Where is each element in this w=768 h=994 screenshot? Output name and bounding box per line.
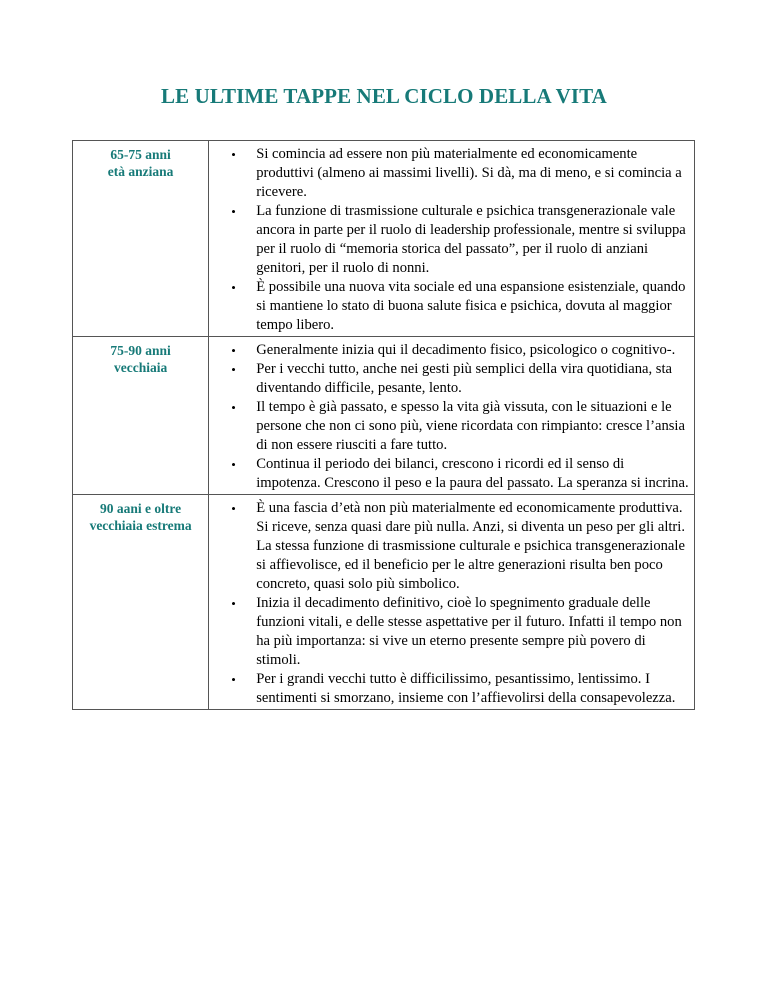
list-item [209,455,690,493]
list-item-text: Generalmente inizia qui il decadimento fisico, psicologico o cognitivo-. [256,342,676,358]
bullet-icon: • [231,501,236,516]
bullet-icon: • [231,400,236,415]
bullet-list [209,145,690,335]
list-item-text: Si comincia ad essere non più materialmente ed economicamente produttivi (almeno ai massimi livelli). Si dà, ma di meno, e si comincia a ricevere. [256,146,682,200]
list-item-text: Il tempo è già passato, e spesso la vita già vissuta, con le situazioni e le persone che non ci sono più, viene ricordata con rimpianto: cresce l’ansia di non essere riusciti a fare tutto. [256,399,685,453]
bullet-list [209,341,690,493]
list-item-text: La funzione di trasmissione culturale e psichica transgenerazionale vale ancora in parte per il ruolo di leadership professionale, mentre si sviluppa per il ruolo di “memoria storica del passato”, per il ruolo di anziani genitori, per il ruolo di nonni. [256,203,686,276]
list-item [209,670,690,708]
list-item-text: È una fascia d’età non più materialmente ed economicamente produttiva. Si riceve, senza quasi dare più nulla. Anzi, si diventa un peso per gli altri. La stessa funzione di trasmissione culturale e psichica transgenerazionale si affievolisce, ed il beneficio per le altre generazioni risulta ben poco concreto, quasi solo più simbolico. [256,500,685,592]
page-title: LE ULTIME TAPPE NEL CICLO DELLA VITA [161,84,607,108]
list-item [209,278,690,335]
bullet-icon: • [231,596,236,611]
description-cell [209,141,695,337]
age-range-label: 65-75 anni [110,147,171,162]
bullet-list [209,499,690,708]
list-item [209,341,690,360]
bullet-icon: • [231,457,236,472]
age-cell [73,495,209,710]
description-cell [209,337,695,495]
list-item [209,594,690,670]
list-item-text: Inizia il decadimento definitivo, cioè lo spegnimento graduale delle funzioni vitali, e delle stesse aspettative per il futuro. Infatti il tempo non ha più importanza: si vive un eterno presente sempre più povero di stimoli. [256,595,682,668]
bullet-icon: • [231,204,236,219]
description-cell [209,495,695,710]
list-item [209,360,690,398]
list-item-text: Per i grandi vecchi tutto è difficilissimo, pesantissimo, lentissimo. I sentimenti si smorzano, insieme con l’affievolirsi della consapevolezza. [256,671,676,706]
list-item [209,145,690,202]
bullet-icon: • [231,343,236,358]
stage-name-label: vecchiaia estrema [89,518,192,533]
table-row [73,337,695,495]
list-item [209,202,690,278]
list-item-text: Continua il periodo dei bilanci, crescono i ricordi ed il senso di impotenza. Crescono il peso e la paura del passato. La speranza si incrina. [256,456,689,491]
stage-name-label: età anziana [107,164,174,179]
age-cell [73,141,209,337]
list-item-text: È possibile una nuova vita sociale ed una espansione esistenziale, quando si mantiene lo stato di buona salute fisica e psichica, dovuta al maggior tempo libero. [256,279,686,333]
list-item-text: Per i vecchi tutto, anche nei gesti più semplici della vira quotidiana, sta diventando difficile, pesante, lento. [256,361,673,396]
table-row [73,495,695,710]
list-item [209,398,690,455]
age-cell [73,337,209,495]
bullet-icon: • [231,280,236,295]
list-item [209,499,690,594]
bullet-icon: • [231,672,236,687]
bullet-icon: • [231,362,236,377]
bullet-icon: • [231,147,236,162]
age-range-label: 90 aani e oltre [100,501,182,516]
life-stages-table [72,140,695,710]
age-range-label: 75-90 anni [110,343,171,358]
table-row [73,141,695,337]
stage-name-label: vecchiaia [113,360,168,375]
